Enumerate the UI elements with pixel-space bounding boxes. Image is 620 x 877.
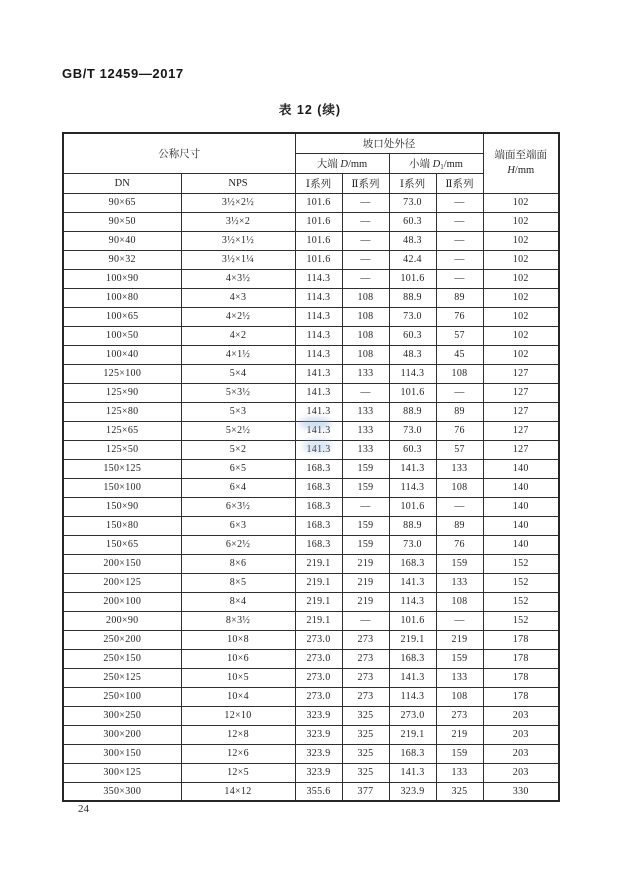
header-nominal-size-label: 公称尺寸 — [158, 148, 201, 160]
cell-h: 203 — [483, 763, 559, 782]
cell-large-end-series1: 168.3 — [295, 478, 342, 497]
series1-label: Ⅰ系列 — [305, 178, 332, 190]
cell-h: 152 — [483, 573, 559, 592]
h-unit: /mm — [514, 165, 535, 177]
table-row — [63, 763, 559, 782]
cell-large-end-series2: 159 — [342, 459, 389, 478]
cell-large-end-series2: 133 — [342, 402, 389, 421]
cell-dn: 150×65 — [63, 535, 181, 554]
cell-large-end-series2: — — [342, 231, 389, 250]
cell-small-end-series1: 219.1 — [389, 630, 436, 649]
cell-small-end-series1: 73.0 — [389, 307, 436, 326]
cell-nps: 4×2 — [181, 326, 295, 345]
table-row — [63, 554, 559, 573]
cell-large-end-series1: 323.9 — [295, 744, 342, 763]
cell-small-end-series2: 133 — [436, 668, 483, 687]
cell-small-end-series2: 159 — [436, 744, 483, 763]
cell-large-end-series1: 141.3 — [295, 402, 342, 421]
cell-h: 140 — [483, 516, 559, 535]
cell-small-end-series2: 133 — [436, 573, 483, 592]
cell-large-end-series2: 219 — [342, 573, 389, 592]
cell-nps: 8×4 — [181, 592, 295, 611]
small-end-label: 小端 — [409, 158, 433, 170]
cell-dn: 250×125 — [63, 668, 181, 687]
cell-small-end-series1: 114.3 — [389, 364, 436, 383]
cell-large-end-series1: 114.3 — [295, 345, 342, 364]
cell-large-end-series2: 159 — [342, 516, 389, 535]
cell-small-end-series1: 114.3 — [389, 687, 436, 706]
cell-dn: 150×80 — [63, 516, 181, 535]
cell-small-end-series1: 73.0 — [389, 421, 436, 440]
cell-nps: 6×5 — [181, 459, 295, 478]
cell-large-end-series1: 101.6 — [295, 231, 342, 250]
cell-small-end-series1: 323.9 — [389, 782, 436, 801]
cell-small-end-series1: 60.3 — [389, 440, 436, 459]
cell-large-end-series2: 108 — [342, 345, 389, 364]
header-face-to-face — [483, 133, 559, 193]
cell-nps: 12×8 — [181, 725, 295, 744]
cell-small-end-series2: 76 — [436, 421, 483, 440]
cell-nps: 10×6 — [181, 649, 295, 668]
cell-small-end-series1: 114.3 — [389, 478, 436, 497]
cell-small-end-series2: 45 — [436, 345, 483, 364]
cell-small-end-series2: — — [436, 193, 483, 212]
cell-large-end-series1: 114.3 — [295, 269, 342, 288]
cell-large-end-series2: — — [342, 193, 389, 212]
table-row — [63, 231, 559, 250]
cell-h: 178 — [483, 630, 559, 649]
cell-small-end-series1: 48.3 — [389, 231, 436, 250]
cell-small-end-series1: 101.6 — [389, 611, 436, 630]
cell-dn: 100×50 — [63, 326, 181, 345]
cell-nps: 4×3 — [181, 288, 295, 307]
cell-h: 102 — [483, 212, 559, 231]
cell-large-end-series1: 141.3 — [295, 421, 342, 440]
cell-h: 152 — [483, 554, 559, 573]
cell-h: 152 — [483, 611, 559, 630]
cell-nps: 5×2½ — [181, 421, 295, 440]
cell-nps: 5×3½ — [181, 383, 295, 402]
cell-large-end-series2: — — [342, 497, 389, 516]
cell-large-end-series2: 325 — [342, 763, 389, 782]
cell-small-end-series2: 133 — [436, 459, 483, 478]
cell-h: 102 — [483, 250, 559, 269]
cell-nps: 8×5 — [181, 573, 295, 592]
table-caption: 表 12 (续) — [278, 103, 342, 117]
cell-large-end-series1: 114.3 — [295, 326, 342, 345]
d1-variable: D — [432, 158, 441, 170]
cell-small-end-series2: 76 — [436, 535, 483, 554]
cell-h: 102 — [483, 326, 559, 345]
table-row — [63, 706, 559, 725]
header-bevel-od — [295, 133, 483, 153]
header-small-series1 — [389, 173, 436, 193]
d-variable: D — [340, 158, 348, 170]
cell-h: 203 — [483, 725, 559, 744]
cell-small-end-series1: 73.0 — [389, 535, 436, 554]
cell-small-end-series1: 60.3 — [389, 326, 436, 345]
cell-small-end-series2: 108 — [436, 364, 483, 383]
cell-h: 127 — [483, 383, 559, 402]
cell-small-end-series2: — — [436, 611, 483, 630]
header-large-end — [295, 153, 389, 173]
cell-large-end-series2: 159 — [342, 478, 389, 497]
cell-h: 152 — [483, 592, 559, 611]
cell-h: 140 — [483, 459, 559, 478]
cell-small-end-series1: 60.3 — [389, 212, 436, 231]
cell-nps: 6×4 — [181, 478, 295, 497]
cell-large-end-series1: 168.3 — [295, 497, 342, 516]
table-row — [63, 345, 559, 364]
cell-dn: 300×150 — [63, 744, 181, 763]
series2-label: Ⅱ系列 — [445, 178, 474, 190]
cell-dn: 150×90 — [63, 497, 181, 516]
header-small-series2 — [436, 173, 483, 193]
cell-h: 127 — [483, 402, 559, 421]
cell-nps: 8×3½ — [181, 611, 295, 630]
cell-small-end-series2: — — [436, 383, 483, 402]
header-large-series1 — [295, 173, 342, 193]
cell-h: 127 — [483, 421, 559, 440]
cell-nps: 5×3 — [181, 402, 295, 421]
cell-h: 140 — [483, 478, 559, 497]
cell-small-end-series2: 76 — [436, 307, 483, 326]
cell-dn: 250×100 — [63, 687, 181, 706]
header-small-end — [389, 153, 483, 173]
cell-large-end-series2: 219 — [342, 592, 389, 611]
header-row-1 — [63, 133, 559, 153]
cell-large-end-series2: 273 — [342, 649, 389, 668]
cell-dn: 300×250 — [63, 706, 181, 725]
table-row — [63, 630, 559, 649]
cell-nps: 10×8 — [181, 630, 295, 649]
cell-h: 102 — [483, 231, 559, 250]
cell-dn: 125×100 — [63, 364, 181, 383]
table-row — [63, 440, 559, 459]
cell-large-end-series1: 101.6 — [295, 250, 342, 269]
table-header — [63, 133, 559, 193]
cell-small-end-series1: 168.3 — [389, 649, 436, 668]
header-nps — [181, 173, 295, 193]
cell-large-end-series2: 133 — [342, 364, 389, 383]
table-row — [63, 383, 559, 402]
cell-small-end-series1: 168.3 — [389, 744, 436, 763]
cell-small-end-series1: 168.3 — [389, 554, 436, 573]
cell-large-end-series1: 273.0 — [295, 687, 342, 706]
cell-nps: 4×1½ — [181, 345, 295, 364]
cell-small-end-series1: 141.3 — [389, 573, 436, 592]
cell-small-end-series1: 73.0 — [389, 193, 436, 212]
cell-large-end-series2: — — [342, 383, 389, 402]
cell-h: 178 — [483, 668, 559, 687]
cell-large-end-series1: 219.1 — [295, 592, 342, 611]
cell-small-end-series2: 89 — [436, 402, 483, 421]
d1-subscript: 1 — [440, 162, 444, 171]
cell-large-end-series1: 168.3 — [295, 535, 342, 554]
table-row — [63, 725, 559, 744]
header-dn — [63, 173, 181, 193]
table-row — [63, 649, 559, 668]
cell-small-end-series1: 141.3 — [389, 459, 436, 478]
cell-h: 330 — [483, 782, 559, 801]
cell-dn: 90×50 — [63, 212, 181, 231]
standard-code: GB/T 12459—2017 — [62, 66, 184, 81]
series1-label: Ⅰ系列 — [399, 178, 426, 190]
table-row — [63, 250, 559, 269]
cell-dn: 300×200 — [63, 725, 181, 744]
cell-dn: 200×150 — [63, 554, 181, 573]
header-large-series2 — [342, 173, 389, 193]
cell-large-end-series2: 108 — [342, 288, 389, 307]
table-row — [63, 364, 559, 383]
cell-nps: 5×4 — [181, 364, 295, 383]
cell-small-end-series2: 133 — [436, 763, 483, 782]
table-row — [63, 611, 559, 630]
cell-large-end-series2: 325 — [342, 744, 389, 763]
cell-nps: 14×12 — [181, 782, 295, 801]
table-row — [63, 573, 559, 592]
cell-large-end-series1: 168.3 — [295, 516, 342, 535]
series2-label: Ⅱ系列 — [351, 178, 380, 190]
cell-nps: 3½×1¼ — [181, 250, 295, 269]
large-end-unit: /mm — [347, 158, 368, 170]
cell-large-end-series2: 273 — [342, 687, 389, 706]
h-variable: H — [507, 165, 515, 177]
cell-dn: 200×100 — [63, 592, 181, 611]
cell-dn: 125×90 — [63, 383, 181, 402]
cell-dn: 250×200 — [63, 630, 181, 649]
cell-small-end-series1: 101.6 — [389, 497, 436, 516]
cell-dn: 125×80 — [63, 402, 181, 421]
cell-large-end-series2: 133 — [342, 421, 389, 440]
nps-label: NPS — [228, 177, 248, 189]
cell-large-end-series2: — — [342, 250, 389, 269]
cell-large-end-series2: 108 — [342, 307, 389, 326]
table-row — [63, 269, 559, 288]
cell-small-end-series2: 108 — [436, 687, 483, 706]
header-h-symbol — [484, 163, 559, 178]
cell-h: 178 — [483, 649, 559, 668]
cell-dn: 100×90 — [63, 269, 181, 288]
cell-large-end-series2: 273 — [342, 668, 389, 687]
table-row — [63, 535, 559, 554]
table-row — [63, 402, 559, 421]
cell-h: 178 — [483, 687, 559, 706]
cell-dn: 90×40 — [63, 231, 181, 250]
cell-large-end-series2: 219 — [342, 554, 389, 573]
cell-dn: 300×125 — [63, 763, 181, 782]
cell-large-end-series1: 323.9 — [295, 706, 342, 725]
cell-dn: 100×40 — [63, 345, 181, 364]
cell-h: 203 — [483, 706, 559, 725]
cell-small-end-series2: 57 — [436, 440, 483, 459]
cell-large-end-series1: 101.6 — [295, 212, 342, 231]
large-end-label: 大端 — [316, 158, 341, 170]
dn-label: DN — [114, 177, 130, 189]
cell-h: 140 — [483, 535, 559, 554]
cell-large-end-series1: 273.0 — [295, 649, 342, 668]
cell-large-end-series1: 323.9 — [295, 763, 342, 782]
cell-h: 102 — [483, 288, 559, 307]
cell-dn: 200×90 — [63, 611, 181, 630]
cell-h: 203 — [483, 744, 559, 763]
table-row — [63, 459, 559, 478]
cell-nps: 6×3 — [181, 516, 295, 535]
cell-large-end-series1: 141.3 — [295, 383, 342, 402]
cell-small-end-series2: 57 — [436, 326, 483, 345]
cell-large-end-series2: 325 — [342, 706, 389, 725]
header-face-to-face-label: 端面至端面 — [494, 150, 547, 162]
table-row — [63, 307, 559, 326]
cell-h: 102 — [483, 345, 559, 364]
cell-small-end-series2: 273 — [436, 706, 483, 725]
cell-large-end-series2: 377 — [342, 782, 389, 801]
cell-nps: 5×2 — [181, 440, 295, 459]
cell-h: 102 — [483, 269, 559, 288]
cell-h: 140 — [483, 497, 559, 516]
cell-large-end-series1: 168.3 — [295, 459, 342, 478]
cell-small-end-series1: 88.9 — [389, 288, 436, 307]
cell-dn: 200×125 — [63, 573, 181, 592]
cell-large-end-series1: 219.1 — [295, 611, 342, 630]
cell-small-end-series2: — — [436, 269, 483, 288]
cell-dn: 100×80 — [63, 288, 181, 307]
cell-small-end-series1: 101.6 — [389, 269, 436, 288]
cell-large-end-series1: 323.9 — [295, 725, 342, 744]
cell-small-end-series2: 159 — [436, 554, 483, 573]
cell-small-end-series2: 89 — [436, 288, 483, 307]
header-bevel-od-label: 坡口处外径 — [362, 138, 416, 150]
cell-small-end-series1: 219.1 — [389, 725, 436, 744]
cell-nps: 4×2½ — [181, 307, 295, 326]
cell-small-end-series1: 101.6 — [389, 383, 436, 402]
cell-large-end-series1: 219.1 — [295, 573, 342, 592]
table-row — [63, 478, 559, 497]
cell-large-end-series2: 273 — [342, 630, 389, 649]
cell-nps: 12×10 — [181, 706, 295, 725]
cell-large-end-series2: — — [342, 269, 389, 288]
table-row — [63, 592, 559, 611]
cell-small-end-series2: 219 — [436, 725, 483, 744]
cell-nps: 3½×1½ — [181, 231, 295, 250]
table-row — [63, 326, 559, 345]
table-row — [63, 687, 559, 706]
cell-dn: 350×300 — [63, 782, 181, 801]
cell-dn: 90×32 — [63, 250, 181, 269]
cell-small-end-series1: 141.3 — [389, 668, 436, 687]
cell-dn: 150×100 — [63, 478, 181, 497]
cell-large-end-series2: 159 — [342, 535, 389, 554]
cell-small-end-series2: — — [436, 497, 483, 516]
cell-small-end-series1: 141.3 — [389, 763, 436, 782]
cell-large-end-series1: 101.6 — [295, 193, 342, 212]
small-end-unit: /mm — [443, 158, 463, 170]
cell-large-end-series1: 141.3 — [295, 364, 342, 383]
cell-nps: 10×4 — [181, 687, 295, 706]
cell-nps: 4×3½ — [181, 269, 295, 288]
table-row — [63, 516, 559, 535]
cell-large-end-series2: — — [342, 611, 389, 630]
cell-small-end-series2: 219 — [436, 630, 483, 649]
cell-nps: 3½×2½ — [181, 193, 295, 212]
cell-small-end-series1: 42.4 — [389, 250, 436, 269]
cell-large-end-series2: 133 — [342, 440, 389, 459]
table-row — [63, 212, 559, 231]
table-row — [63, 744, 559, 763]
cell-small-end-series1: 273.0 — [389, 706, 436, 725]
cell-large-end-series2: — — [342, 212, 389, 231]
dimension-table — [62, 132, 560, 802]
page-number: 24 — [78, 803, 89, 815]
table-row — [63, 421, 559, 440]
cell-dn: 125×65 — [63, 421, 181, 440]
cell-large-end-series1: 355.6 — [295, 782, 342, 801]
cell-small-end-series2: 89 — [436, 516, 483, 535]
cell-dn: 100×65 — [63, 307, 181, 326]
cell-h: 102 — [483, 193, 559, 212]
cell-h: 102 — [483, 307, 559, 326]
cell-small-end-series2: — — [436, 250, 483, 269]
cell-small-end-series1: 114.3 — [389, 592, 436, 611]
table-row — [63, 668, 559, 687]
cell-dn: 90×65 — [63, 193, 181, 212]
cell-nps: 6×2½ — [181, 535, 295, 554]
cell-large-end-series1: 141.3 — [295, 440, 342, 459]
cell-large-end-series2: 108 — [342, 326, 389, 345]
cell-large-end-series1: 273.0 — [295, 668, 342, 687]
cell-small-end-series1: 88.9 — [389, 516, 436, 535]
cell-nps: 8×6 — [181, 554, 295, 573]
cell-small-end-series2: — — [436, 212, 483, 231]
cell-h: 127 — [483, 364, 559, 383]
cell-dn: 150×125 — [63, 459, 181, 478]
cell-small-end-series2: — — [436, 231, 483, 250]
header-nominal-size — [63, 133, 295, 173]
cell-small-end-series2: 159 — [436, 649, 483, 668]
cell-large-end-series1: 273.0 — [295, 630, 342, 649]
cell-large-end-series1: 114.3 — [295, 307, 342, 326]
table-body — [63, 193, 559, 801]
cell-dn: 250×150 — [63, 649, 181, 668]
cell-large-end-series1: 114.3 — [295, 288, 342, 307]
cell-large-end-series1: 219.1 — [295, 554, 342, 573]
cell-nps: 3½×2 — [181, 212, 295, 231]
cell-small-end-series2: 108 — [436, 592, 483, 611]
cell-large-end-series2: 325 — [342, 725, 389, 744]
cell-nps: 6×3½ — [181, 497, 295, 516]
table-row — [63, 497, 559, 516]
cell-small-end-series1: 48.3 — [389, 345, 436, 364]
cell-small-end-series2: 325 — [436, 782, 483, 801]
cell-nps: 10×5 — [181, 668, 295, 687]
cell-small-end-series2: 108 — [436, 478, 483, 497]
cell-h: 127 — [483, 440, 559, 459]
cell-dn: 125×50 — [63, 440, 181, 459]
table-row — [63, 193, 559, 212]
table-row — [63, 782, 559, 801]
cell-nps: 12×6 — [181, 744, 295, 763]
cell-small-end-series1: 88.9 — [389, 402, 436, 421]
table-row — [63, 288, 559, 307]
cell-nps: 12×5 — [181, 763, 295, 782]
